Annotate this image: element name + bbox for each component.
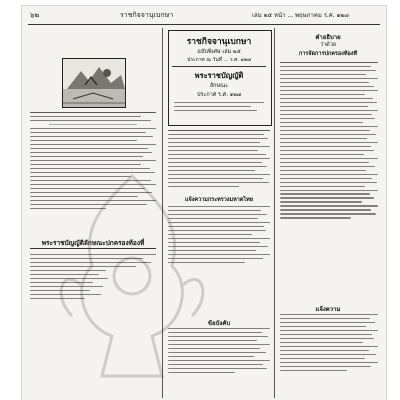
masthead-subtitle-2: ประกาศ ณ วันที่ ... ร.ศ. ๑๒๗ (187, 57, 251, 63)
masthead-title: ราชกิจจานุเบกษา (186, 37, 252, 47)
right-bottom-heading: แจ้งความ (315, 306, 341, 313)
masthead-subtitle-1: ฉบับพิเศษ เล่ม ๒๕ (197, 49, 241, 55)
header-date-line: เล่ม ๒๕ หน้า ... พฤษภาคม ร.ศ. ๑๒๗ (252, 12, 349, 19)
right-heading-2: ว่าด้วย (319, 42, 337, 48)
decree-subtitle-2: ประกาศ ร.ศ. ๑๒๗ (197, 92, 241, 98)
column-divider (274, 28, 275, 398)
right-column-text (280, 62, 378, 221)
left-lower-heading: พระราชบัญญัติลักษณะปกครองท้องที่ (41, 239, 145, 247)
header-rule (28, 24, 380, 25)
middle-bottom-heading: ข้อบังคับ (207, 320, 231, 327)
journal-name: ราชกิจจานุเบกษา (120, 11, 174, 19)
masthead-text (174, 102, 264, 114)
right-heading-3: การจัดการปกครองท้องที่ (298, 51, 358, 57)
masthead-rule (172, 66, 266, 67)
right-heading-1: คำอธิบาย (315, 34, 341, 41)
middle-lower-text (168, 206, 270, 266)
decree-subtitle-1: ลักษณะ (209, 83, 229, 89)
engraving-illustration (62, 58, 126, 108)
decree-title: พระราชบัญญัติ (194, 71, 244, 80)
middle-lower-heading: แจ้งความกระทรวงมหาดไทย (184, 197, 254, 203)
middle-bottom-text (168, 328, 270, 376)
page-number: ๖๒ (30, 11, 40, 19)
newspaper-page (22, 6, 386, 400)
right-bottom-text (280, 314, 378, 374)
middle-column-text (168, 130, 270, 190)
